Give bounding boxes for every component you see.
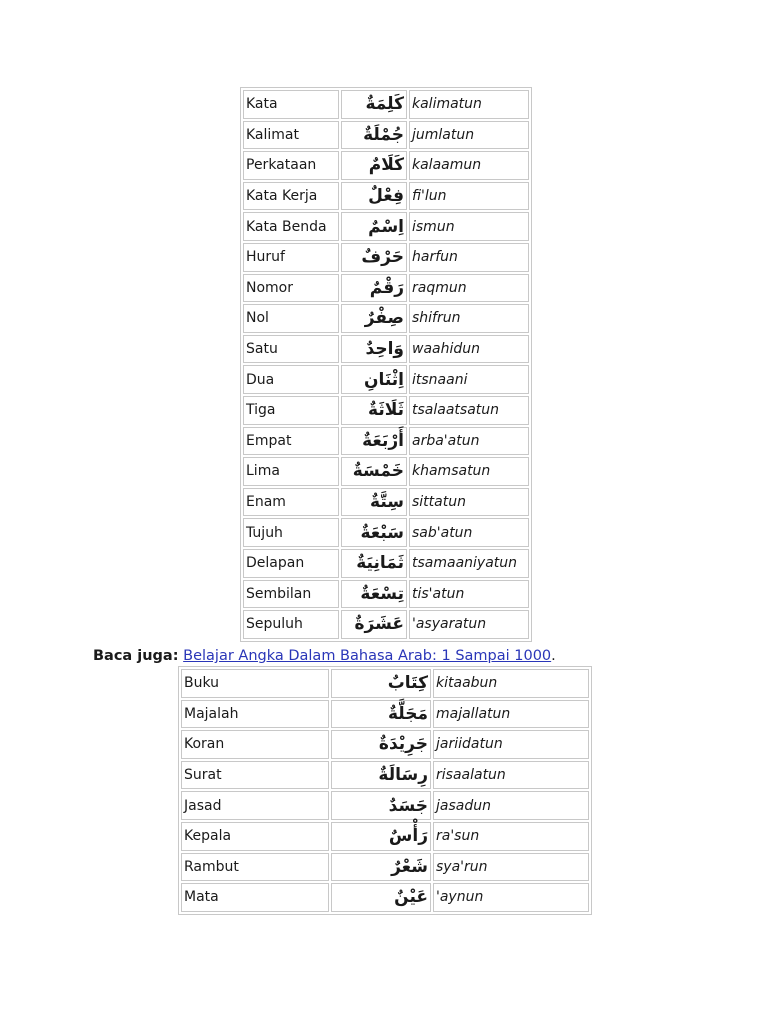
arabic-word-cell: ثَمَانِيَةٌ	[341, 549, 407, 578]
table-row	[181, 883, 589, 912]
arabic-word-cell: سَبْعَةٌ	[341, 518, 407, 547]
indonesian-word-cell: Nomor	[243, 274, 339, 303]
arabic-word-cell: ثَلَاثَةٌ	[341, 396, 407, 425]
indonesian-word-cell: Perkataan	[243, 151, 339, 180]
transliteration-cell: waahidun	[409, 335, 529, 364]
transliteration-cell: ismun	[409, 212, 529, 241]
transliteration-cell: tis'atun	[409, 580, 529, 609]
table-row	[181, 761, 589, 790]
transliteration-cell: shifrun	[409, 304, 529, 333]
table-row	[243, 151, 529, 180]
indonesian-word-cell: Kepala	[181, 822, 329, 851]
table-row	[243, 121, 529, 150]
arabic-word-cell: رِسَالَةٌ	[331, 761, 431, 790]
indonesian-word-cell: Sepuluh	[243, 610, 339, 639]
indonesian-word-cell: Majalah	[181, 700, 329, 729]
transliteration-cell: 'asyaratun	[409, 610, 529, 639]
transliteration-cell: sittatun	[409, 488, 529, 517]
indonesian-word-cell: Sembilan	[243, 580, 339, 609]
indonesian-word-cell: Nol	[243, 304, 339, 333]
arabic-word-cell: جَسَدٌ	[331, 791, 431, 820]
vocabulary-table-basics	[240, 87, 532, 642]
arabic-word-cell: جَرِيْدَةٌ	[331, 730, 431, 759]
table-row	[243, 365, 529, 394]
table-row	[243, 182, 529, 211]
transliteration-cell: tsalaatsatun	[409, 396, 529, 425]
indonesian-word-cell: Lima	[243, 457, 339, 486]
indonesian-word-cell: Tiga	[243, 396, 339, 425]
arabic-word-cell: اِسْمٌ	[341, 212, 407, 241]
table-row	[243, 549, 529, 578]
table-row	[181, 791, 589, 820]
vocabulary-table-body	[243, 90, 529, 639]
table-row	[243, 304, 529, 333]
transliteration-cell: majallatun	[433, 700, 589, 729]
transliteration-cell: sya'run	[433, 853, 589, 882]
arabic-word-cell: صِفْرٌ	[341, 304, 407, 333]
transliteration-cell: risaalatun	[433, 761, 589, 790]
transliteration-cell: tsamaaniyatun	[409, 549, 529, 578]
indonesian-word-cell: Buku	[181, 669, 329, 698]
table-row	[181, 822, 589, 851]
arabic-word-cell: أَرْبَعَةٌ	[341, 427, 407, 456]
arabic-word-cell: جُمْلَةٌ	[341, 121, 407, 150]
arabic-word-cell: كَلَامٌ	[341, 151, 407, 180]
arabic-word-cell: خَمْسَةٌ	[341, 457, 407, 486]
table-row	[243, 580, 529, 609]
arabic-word-cell: وَاحِدٌ	[341, 335, 407, 364]
transliteration-cell: harfun	[409, 243, 529, 272]
arabic-word-cell: حَرْفٌ	[341, 243, 407, 272]
indonesian-word-cell: Mata	[181, 883, 329, 912]
vocabulary-table-body	[181, 669, 589, 912]
arabic-word-cell: رَقْمٌ	[341, 274, 407, 303]
arabic-word-cell: اِثْنَانِ	[341, 365, 407, 394]
transliteration-cell: khamsatun	[409, 457, 529, 486]
arabic-word-cell: مَجَلَّةٌ	[331, 700, 431, 729]
transliteration-cell: raqmun	[409, 274, 529, 303]
see-also-label: Baca juga:	[93, 648, 179, 664]
arabic-word-cell: عَيْنٌ	[331, 883, 431, 912]
table-row	[243, 335, 529, 364]
transliteration-cell: arba'atun	[409, 427, 529, 456]
transliteration-cell: ra'sun	[433, 822, 589, 851]
see-also-trailing: .	[551, 648, 556, 664]
transliteration-cell: kalimatun	[409, 90, 529, 119]
table-row	[243, 518, 529, 547]
table-row	[181, 730, 589, 759]
transliteration-cell: kitaabun	[433, 669, 589, 698]
transliteration-cell: itsnaani	[409, 365, 529, 394]
indonesian-word-cell: Kata Benda	[243, 212, 339, 241]
indonesian-word-cell: Empat	[243, 427, 339, 456]
table-row	[243, 274, 529, 303]
indonesian-word-cell: Kata Kerja	[243, 182, 339, 211]
table-row	[243, 212, 529, 241]
arabic-word-cell: شَعْرٌ	[331, 853, 431, 882]
arabic-word-cell: عَشَرَةٌ	[341, 610, 407, 639]
arabic-word-cell: تِسْعَةٌ	[341, 580, 407, 609]
indonesian-word-cell: Enam	[243, 488, 339, 517]
indonesian-word-cell: Kata	[243, 90, 339, 119]
table-row	[243, 90, 529, 119]
transliteration-cell: 'aynun	[433, 883, 589, 912]
indonesian-word-cell: Tujuh	[243, 518, 339, 547]
table-row	[243, 243, 529, 272]
arabic-word-cell: كِتَابٌ	[331, 669, 431, 698]
indonesian-word-cell: Jasad	[181, 791, 329, 820]
transliteration-cell: fi'lun	[409, 182, 529, 211]
indonesian-word-cell: Dua	[243, 365, 339, 394]
table-row	[243, 427, 529, 456]
table-row	[243, 396, 529, 425]
table-row	[181, 853, 589, 882]
indonesian-word-cell: Rambut	[181, 853, 329, 882]
arabic-word-cell: كَلِمَةٌ	[341, 90, 407, 119]
transliteration-cell: sab'atun	[409, 518, 529, 547]
see-also-line	[93, 648, 556, 664]
vocabulary-table-objects	[178, 666, 592, 915]
indonesian-word-cell: Satu	[243, 335, 339, 364]
transliteration-cell: kalaamun	[409, 151, 529, 180]
arabic-word-cell: فِعْلٌ	[341, 182, 407, 211]
see-also-link[interactable]: Belajar Angka Dalam Bahasa Arab: 1 Sampai 1000	[183, 648, 552, 664]
table-row	[243, 488, 529, 517]
indonesian-word-cell: Koran	[181, 730, 329, 759]
indonesian-word-cell: Surat	[181, 761, 329, 790]
transliteration-cell: jariidatun	[433, 730, 589, 759]
indonesian-word-cell: Huruf	[243, 243, 339, 272]
arabic-word-cell: سِتَّةٌ	[341, 488, 407, 517]
arabic-word-cell: رَأْسٌ	[331, 822, 431, 851]
transliteration-cell: jasadun	[433, 791, 589, 820]
table-row	[243, 610, 529, 639]
table-row	[243, 457, 529, 486]
indonesian-word-cell: Kalimat	[243, 121, 339, 150]
table-row	[181, 669, 589, 698]
table-row	[181, 700, 589, 729]
transliteration-cell: jumlatun	[409, 121, 529, 150]
indonesian-word-cell: Delapan	[243, 549, 339, 578]
